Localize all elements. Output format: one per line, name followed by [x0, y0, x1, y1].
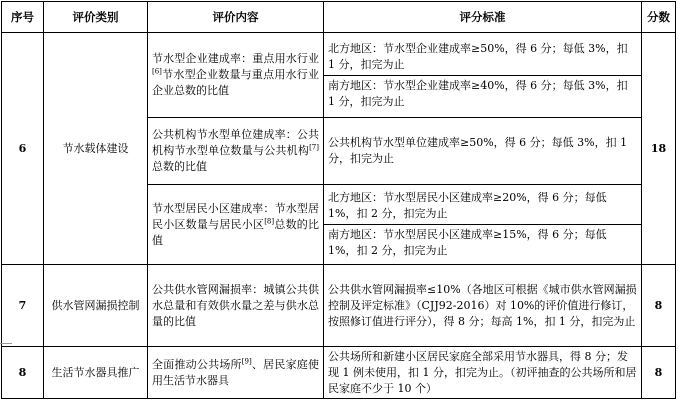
row-criteria	[324, 33, 642, 118]
footnote-ref: [6]	[152, 67, 162, 76]
header-row	[2, 2, 676, 33]
table-row	[2, 33, 676, 118]
row-content: 节水型企业建成率：重点用水行业[6]节水型企业数量与重点用水行业企业总数的比值	[148, 33, 324, 118]
header-score: 分数	[642, 2, 676, 33]
row-criteria	[324, 118, 642, 185]
row-criteria	[324, 185, 642, 265]
header-content: 评价内容	[148, 2, 324, 33]
row-criteria: 公共供水管网漏损率≤10%（各地区可根据《城市供水管网漏损控制及评定标准》（CJJ92-2016）对 10%的评价值进行修订，按照修订值进行评分），得 8 分；每高 1%，扣 1 分，扣完为止	[324, 265, 642, 347]
row-content: 节水型居民小区建成率：节水型居民小区数量与居民小区[8]总数的比值	[148, 185, 324, 265]
footnote-ref: [9]	[241, 356, 252, 365]
header-category: 评价类别	[44, 2, 148, 33]
criteria-item: 北方地区：节水型居民小区建成率≥20%，得 6 分；每低 1%，扣 2 分，扣完为止	[328, 191, 607, 220]
row-category: 节水载体建设	[44, 33, 148, 265]
row-content: 公共机构节水型单位建成率：公共机构节水型单位数量与公共机构[7]总数的比值	[148, 118, 324, 185]
header-no: 序号	[2, 2, 44, 33]
row-score: 8	[642, 347, 676, 399]
footnote-ref: [8]	[264, 216, 275, 225]
row-number: 8	[2, 347, 44, 399]
row-score: 18	[642, 33, 676, 265]
row-criteria: 公共场所和新建小区居民家庭全部采用节水器具，得 8 分；发现 1 例未使用，扣 1 分，扣完为止。（初评抽查的公共场所和居民家庭不少于 10 个）	[324, 347, 642, 399]
footnote-ref: [7]	[309, 143, 319, 152]
criteria-item: 南方地区：节水型居民小区建成率≥15%，得 6 分；每低 1%，扣 2 分，扣完为止	[324, 224, 641, 261]
row-content: 公共供水管网漏损率：城镇公共供水总量和有效供水量之差与供水总量的比值	[148, 265, 324, 347]
criteria-item: 南方地区：节水型企业建成率≥40%，得 6 分；每低 3%，扣 1 分，扣完为止	[324, 75, 641, 112]
row-category: 供水管网漏损控制	[44, 265, 148, 347]
header-criteria: 评分标准	[324, 2, 642, 33]
row-score: 8	[642, 265, 676, 347]
evaluation-table	[1, 1, 676, 399]
criteria-item: 北方地区：节水型企业建成率≥50%，得 6 分；每低 3%，扣 1 分，扣完为止	[328, 41, 628, 71]
row-number: 7	[2, 265, 44, 347]
table-row	[2, 265, 676, 347]
row-category: 生活节水器具推广	[44, 347, 148, 399]
page-artifact	[0, 343, 12, 344]
criteria-item: 公共机构节水型单位建成率≥50%，得 6 分；每低 3%，扣 1 分，扣完为止	[328, 136, 628, 165]
row-content: 全面推动公共场所[9]、居民家庭使用生活节水器具	[148, 347, 324, 399]
table-row	[2, 347, 676, 399]
row-number: 6	[2, 33, 44, 265]
